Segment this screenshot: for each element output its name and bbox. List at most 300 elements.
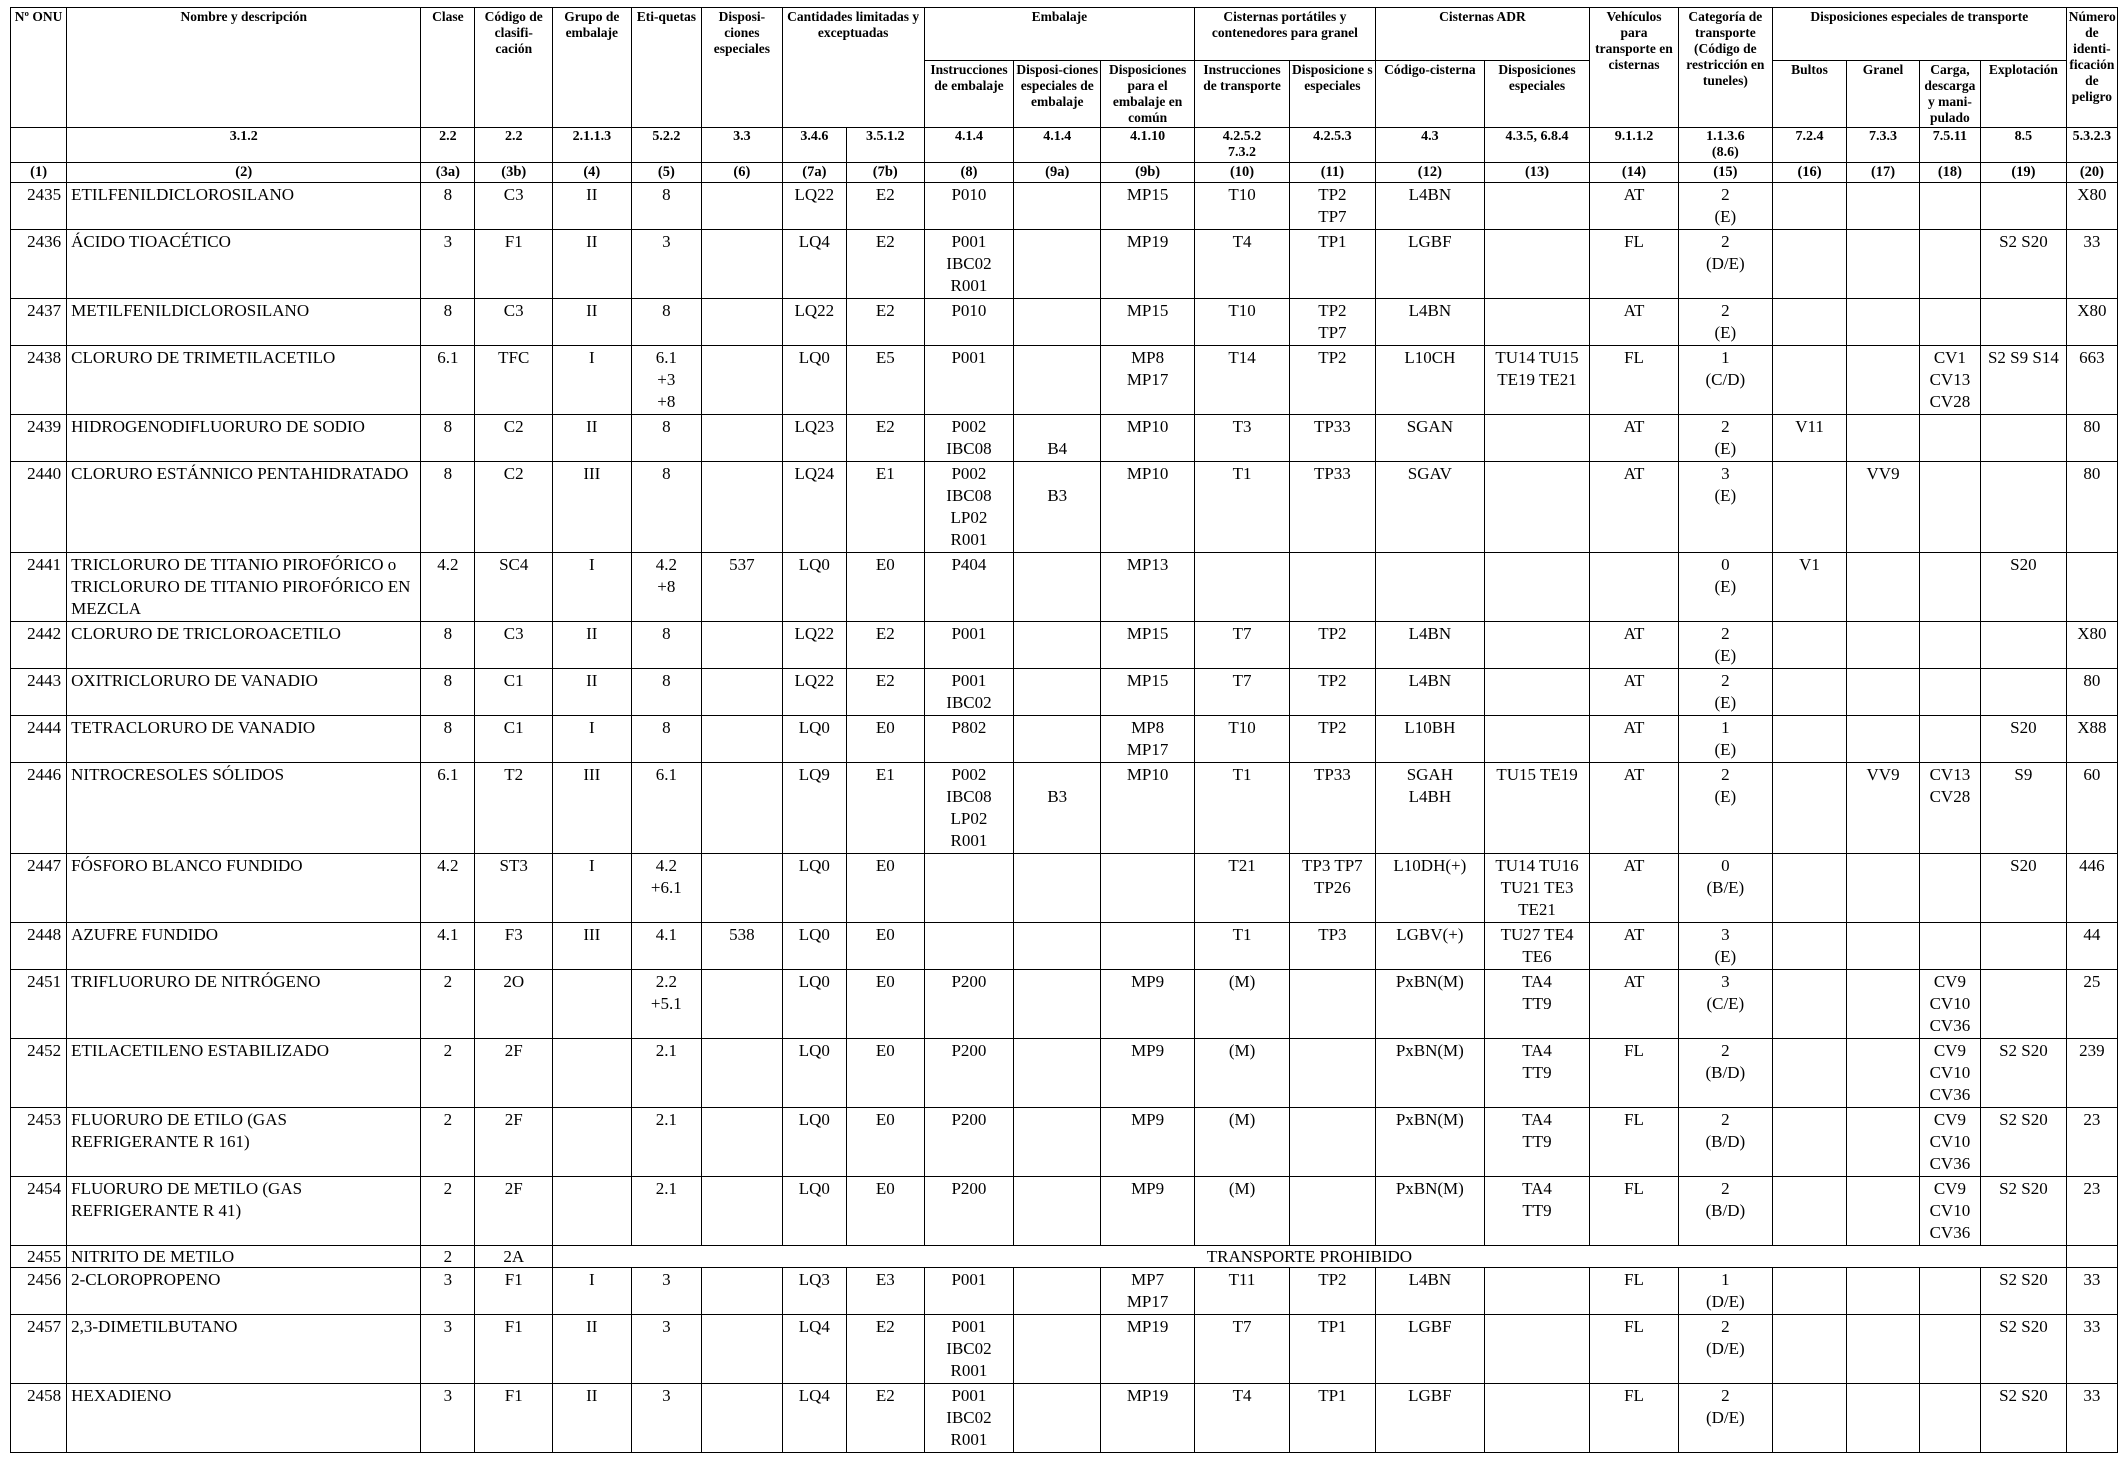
table-cell (1919, 415, 1980, 462)
header-loading: Carga, descarga y mani-pulado (1919, 61, 1980, 128)
table-cell (1195, 553, 1290, 622)
substance-name-cell: 2-CLOROPROPENO (67, 1268, 421, 1315)
table-cell (1919, 622, 1980, 669)
column-number-cell: (16) (1772, 163, 1847, 183)
reference-cell: 5.2.2 (631, 128, 701, 163)
table-cell: S2 S20 (1981, 1268, 2067, 1315)
table-cell: SC4 (475, 553, 553, 622)
table-cell (1014, 669, 1101, 716)
reference-cell: 4.3 (1375, 128, 1484, 163)
table-cell: P002 IBC08 LP02 R001 (924, 462, 1014, 553)
reference-cell: 2.2 (475, 128, 553, 163)
table-cell: AT (1590, 183, 1679, 230)
substance-name-cell: OXITRICLORURO DE VANADIO (67, 669, 421, 716)
table-cell: 0 (E) (1678, 553, 1772, 622)
table-cell: MP9 (1101, 1108, 1195, 1177)
table-cell: 8 (421, 299, 475, 346)
table-cell: LGBF (1375, 1384, 1484, 1453)
table-cell (1919, 1315, 1980, 1384)
table-cell: P001 (924, 1268, 1014, 1315)
column-number-cell: (19) (1981, 163, 2067, 183)
table-cell: MP13 (1101, 553, 1195, 622)
table-cell (1772, 1177, 1847, 1246)
header-transport-category: Categoría de transporte (Código de restricción en tuneles) (1678, 8, 1772, 128)
table-cell (1014, 1315, 1101, 1384)
substance-name-cell: AZUFRE FUNDIDO (67, 923, 421, 970)
table-cell: E2 (846, 230, 924, 299)
table-cell: 8 (631, 716, 701, 763)
table-cell: S2 S20 (1981, 1039, 2067, 1108)
table-cell (1772, 346, 1847, 415)
table-cell (702, 1384, 783, 1453)
table-cell: AT (1590, 669, 1679, 716)
table-cell: 3 (C/E) (1678, 970, 1772, 1039)
header-tank-code: Código-cisterna (1375, 61, 1484, 128)
un-number-cell: 2451 (11, 970, 67, 1039)
table-cell (1375, 553, 1484, 622)
table-cell: 6.1 (631, 763, 701, 854)
table-cell: 2 (B/D) (1678, 1108, 1772, 1177)
table-cell: 2F (475, 1177, 553, 1246)
table-cell (1847, 854, 1919, 923)
table-cell (1919, 923, 1980, 970)
un-number-cell: 2453 (11, 1108, 67, 1177)
table-cell (1772, 716, 1847, 763)
table-cell: E1 (846, 763, 924, 854)
table-cell: AT (1590, 299, 1679, 346)
table-cell: TP33 (1290, 763, 1376, 854)
header-tank-special: Disposicione s especiales (1290, 61, 1376, 128)
table-row (11, 1108, 2118, 1177)
column-number-cell: (18) (1919, 163, 1980, 183)
substance-name-cell: ETILACETILENO ESTABILIZADO (67, 1039, 421, 1108)
table-cell: P001 IBC02 R001 (924, 230, 1014, 299)
table-cell: C2 (475, 462, 553, 553)
substance-name-cell: TRICLORURO DE TITANIO PIROFÓRICO o TRICLORURO DE TITANIO PIROFÓRICO EN MEZCLA (67, 553, 421, 622)
table-cell (702, 763, 783, 854)
table-cell: 1 (C/D) (1678, 346, 1772, 415)
table-cell (1772, 1268, 1847, 1315)
table-cell: MP10 (1101, 763, 1195, 854)
table-cell: CV13 CV28 (1919, 763, 1980, 854)
table-cell: 2A (475, 1246, 553, 1268)
table-cell (1772, 230, 1847, 299)
header-labels: Eti-quetas (631, 8, 701, 128)
table-cell: P200 (924, 1039, 1014, 1108)
table-cell: TP1 (1290, 1315, 1376, 1384)
table-cell: B4 (1014, 415, 1101, 462)
table-cell: F1 (475, 230, 553, 299)
table-cell (1919, 1384, 1980, 1453)
table-cell: PxBN(M) (1375, 1108, 1484, 1177)
table-cell: S2 S20 (1981, 1108, 2067, 1177)
table-cell: III (553, 763, 632, 854)
table-cell: 3 (421, 1268, 475, 1315)
table-cell (1484, 415, 1589, 462)
table-cell: VV9 (1847, 462, 1919, 553)
substance-name-cell: METILFENILDICLOROSILANO (67, 299, 421, 346)
table-cell: 8 (421, 415, 475, 462)
table-cell: 8 (631, 183, 701, 230)
table-cell: 2 (E) (1678, 183, 1772, 230)
table-cell: (M) (1195, 970, 1290, 1039)
table-cell: MP15 (1101, 669, 1195, 716)
table-cell: E0 (846, 923, 924, 970)
table-cell: S20 (1981, 553, 2067, 622)
column-number-cell: (15) (1678, 163, 1772, 183)
un-number-cell: 2443 (11, 669, 67, 716)
table-cell: T1 (1195, 923, 1290, 970)
un-number-cell: 2455 (11, 1246, 67, 1268)
table-cell: T1 (1195, 763, 1290, 854)
table-cell: FL (1590, 1108, 1679, 1177)
un-number-cell: 2441 (11, 553, 67, 622)
table-cell: P200 (924, 970, 1014, 1039)
table-cell: P200 (924, 1108, 1014, 1177)
header-tank-instructions: Instrucciones de transporte (1195, 61, 1290, 128)
table-cell: 2 (E) (1678, 669, 1772, 716)
table-cell (1981, 923, 2067, 970)
table-cell: LQ24 (782, 462, 846, 553)
table-cell: E0 (846, 854, 924, 923)
table-cell (1847, 622, 1919, 669)
un-number-cell: 2457 (11, 1315, 67, 1384)
table-cell (1919, 669, 1980, 716)
table-cell (1919, 716, 1980, 763)
table-cell: T14 (1195, 346, 1290, 415)
table-cell (1847, 669, 1919, 716)
table-cell: CV9 CV10 CV36 (1919, 1108, 1980, 1177)
table-cell: 8 (631, 462, 701, 553)
table-cell: 3 (631, 230, 701, 299)
reference-cell: 9.1.1.2 (1590, 128, 1679, 163)
table-cell (1484, 622, 1589, 669)
header-adr-tank-special: Disposiciones especiales (1484, 61, 1589, 128)
un-number-cell: 2448 (11, 923, 67, 970)
table-cell: 80 (2066, 462, 2117, 553)
table-cell: LQ0 (782, 716, 846, 763)
reference-cell: 7.2.4 (1772, 128, 1847, 163)
table-cell: 23 (2066, 1108, 2117, 1177)
table-cell: 4.2 +6.1 (631, 854, 701, 923)
reference-cell: 5.3.2.3 (2066, 128, 2117, 163)
table-cell: 6.1 (421, 763, 475, 854)
table-cell (1101, 923, 1195, 970)
table-cell (1484, 553, 1589, 622)
table-cell: P010 (924, 183, 1014, 230)
table-cell: F1 (475, 1384, 553, 1453)
table-cell: 2 (E) (1678, 763, 1772, 854)
table-cell: 3 (E) (1678, 462, 1772, 553)
table-cell (1847, 346, 1919, 415)
table-cell: TP2 (1290, 669, 1376, 716)
table-cell: 3 (421, 1315, 475, 1384)
table-cell: T7 (1195, 669, 1290, 716)
table-cell: MP7 MP17 (1101, 1268, 1195, 1315)
table-cell: T10 (1195, 183, 1290, 230)
table-cell (1772, 854, 1847, 923)
table-cell: AT (1590, 415, 1679, 462)
table-cell: TA4 TT9 (1484, 970, 1589, 1039)
table-cell: C3 (475, 299, 553, 346)
table-cell (1484, 183, 1589, 230)
table-cell (702, 854, 783, 923)
header-classification-code: Código de clasifi-cación (475, 8, 553, 128)
header-un-no: Nº ONU (11, 8, 67, 128)
table-cell (702, 230, 783, 299)
table-cell: S2 S20 (1981, 230, 2067, 299)
table-cell: 3 (421, 1384, 475, 1453)
table-cell (1847, 230, 1919, 299)
table-cell: CV9 CV10 CV36 (1919, 970, 1980, 1039)
table-cell (1847, 1039, 1919, 1108)
table-cell: LQ0 (782, 1039, 846, 1108)
table-cell (702, 716, 783, 763)
table-cell (1014, 346, 1101, 415)
table-cell: C1 (475, 669, 553, 716)
table-cell: E0 (846, 1177, 924, 1246)
table-cell: 4.2 +8 (631, 553, 701, 622)
table-cell: CV1 CV13 CV28 (1919, 346, 1980, 415)
table-cell: 8 (631, 622, 701, 669)
table-cell: 33 (2066, 1315, 2117, 1384)
table-cell: (M) (1195, 1108, 1290, 1177)
table-cell: MP10 (1101, 462, 1195, 553)
table-cell: LQ4 (782, 1384, 846, 1453)
header-hazard-id: Número de identi-ficación de peligro (2066, 8, 2117, 128)
table-cell: AT (1590, 462, 1679, 553)
table-cell: P001 IBC02 (924, 669, 1014, 716)
table-cell (1772, 462, 1847, 553)
table-cell: FL (1590, 1315, 1679, 1384)
table-cell: TP1 (1290, 1384, 1376, 1453)
table-cell: 2O (475, 970, 553, 1039)
table-cell (1772, 1384, 1847, 1453)
column-number-cell: (7a) (782, 163, 846, 183)
table-cell: CV9 CV10 CV36 (1919, 1039, 1980, 1108)
table-cell: MP9 (1101, 1039, 1195, 1108)
column-number-cell: (1) (11, 163, 67, 183)
table-cell: SGAN (1375, 415, 1484, 462)
table-cell: PxBN(M) (1375, 970, 1484, 1039)
column-number-cell: (20) (2066, 163, 2117, 183)
un-number-cell: 2439 (11, 415, 67, 462)
table-row (11, 1039, 2118, 1108)
header-operation: Explotación (1981, 61, 2067, 128)
table-cell: C1 (475, 716, 553, 763)
table-cell: X80 (2066, 183, 2117, 230)
table-cell: 4.1 (421, 923, 475, 970)
table-cell: TP2 TP7 (1290, 299, 1376, 346)
table-row (11, 183, 2118, 230)
table-cell: 538 (702, 923, 783, 970)
substance-name-cell: FLUORURO DE METILO (GAS REFRIGERANTE R 41) (67, 1177, 421, 1246)
table-cell (1484, 230, 1589, 299)
table-cell (1014, 553, 1101, 622)
table-cell: LQ22 (782, 183, 846, 230)
table-cell: MP8 MP17 (1101, 346, 1195, 415)
table-cell (1014, 1108, 1101, 1177)
table-cell (702, 1177, 783, 1246)
table-cell: T4 (1195, 1384, 1290, 1453)
table-cell: T7 (1195, 622, 1290, 669)
table-cell: PxBN(M) (1375, 1177, 1484, 1246)
table-cell: FL (1590, 1384, 1679, 1453)
table-cell: AT (1590, 716, 1679, 763)
table-cell (1014, 970, 1101, 1039)
table-row-prohibited (11, 1246, 2118, 1268)
un-number-cell: 2442 (11, 622, 67, 669)
table-cell: 2.1 (631, 1177, 701, 1246)
table-cell (553, 1039, 632, 1108)
table-cell: 8 (421, 183, 475, 230)
table-cell: LQ22 (782, 622, 846, 669)
table-row (11, 230, 2118, 299)
reference-cell (11, 128, 67, 163)
table-cell: AT (1590, 970, 1679, 1039)
table-cell (1290, 1177, 1376, 1246)
table-cell: E2 (846, 299, 924, 346)
reference-cell: 4.3.5, 6.8.4 (1484, 128, 1589, 163)
table-cell (1981, 415, 2067, 462)
table-cell: T10 (1195, 299, 1290, 346)
table-cell (1847, 415, 1919, 462)
table-cell (702, 462, 783, 553)
table-cell: I (553, 553, 632, 622)
header-packing-group: Grupo de embalaje (553, 8, 632, 128)
table-cell (702, 415, 783, 462)
table-cell (1847, 1384, 1919, 1453)
table-cell: LQ4 (782, 230, 846, 299)
table-cell (2066, 553, 2117, 622)
table-cell: P010 (924, 299, 1014, 346)
table-cell: X80 (2066, 622, 2117, 669)
substance-name-cell: CLORURO ESTÁNNICO PENTAHIDRATADO (67, 462, 421, 553)
table-cell (1484, 669, 1589, 716)
table-cell (1101, 854, 1195, 923)
table-cell: MP9 (1101, 970, 1195, 1039)
table-cell (1772, 970, 1847, 1039)
table-cell: 3 (421, 230, 475, 299)
reference-cell: 3.5.1.2 (846, 128, 924, 163)
table-row (11, 299, 2118, 346)
table-cell: 25 (2066, 970, 2117, 1039)
table-row (11, 669, 2118, 716)
column-number-cell: (11) (1290, 163, 1376, 183)
reference-cell: 3.1.2 (67, 128, 421, 163)
table-cell: E0 (846, 716, 924, 763)
table-cell (1014, 716, 1101, 763)
column-number-cell: (6) (702, 163, 783, 183)
substance-name-cell: FLUORURO DE ETILO (GAS REFRIGERANTE R 161) (67, 1108, 421, 1177)
table-cell: 44 (2066, 923, 2117, 970)
table-cell: II (553, 299, 632, 346)
table-cell: 2 (421, 1246, 475, 1268)
table-cell: E0 (846, 970, 924, 1039)
table-cell (1484, 1384, 1589, 1453)
table-cell (924, 923, 1014, 970)
table-cell: E0 (846, 553, 924, 622)
header-mixed-packing: Disposiciones para el embalaje en común (1101, 61, 1195, 128)
table-cell: LQ23 (782, 415, 846, 462)
table-cell (1919, 299, 1980, 346)
table-row (11, 1384, 2118, 1453)
table-cell: P001 IBC02 R001 (924, 1384, 1014, 1453)
header-special-transport: Disposiciones especiales de transporte (1772, 8, 2066, 61)
table-cell: LQ9 (782, 763, 846, 854)
table-cell (1981, 299, 2067, 346)
un-number-cell: 2456 (11, 1268, 67, 1315)
substance-name-cell: TETRACLORURO DE VANADIO (67, 716, 421, 763)
table-cell: MP15 (1101, 183, 1195, 230)
table-cell (1772, 622, 1847, 669)
table-cell: 23 (2066, 1177, 2117, 1246)
table-cell: LGBF (1375, 1315, 1484, 1384)
table-cell: C3 (475, 622, 553, 669)
table-cell: TU27 TE4 TE6 (1484, 923, 1589, 970)
reference-cell: 4.1.4 (1014, 128, 1101, 163)
table-cell: S2 S9 S14 (1981, 346, 2067, 415)
table-cell: 3 (631, 1384, 701, 1453)
table-cell (1014, 1384, 1101, 1453)
table-cell: SGAH L4BH (1375, 763, 1484, 854)
table-cell: E2 (846, 183, 924, 230)
table-cell (702, 183, 783, 230)
table-cell: ST3 (475, 854, 553, 923)
table-cell: 3 (631, 1315, 701, 1384)
table-row (11, 553, 2118, 622)
table-header (11, 8, 2118, 183)
table-row (11, 970, 2118, 1039)
table-cell (1847, 1315, 1919, 1384)
table-cell: 1 (E) (1678, 716, 1772, 763)
table-row (11, 1177, 2118, 1246)
table-cell: 446 (2066, 854, 2117, 923)
table-cell: TP2 (1290, 346, 1376, 415)
table-cell: TP2 (1290, 716, 1376, 763)
table-cell (1484, 716, 1589, 763)
table-cell: 663 (2066, 346, 2117, 415)
table-cell: 2F (475, 1039, 553, 1108)
table-cell: 239 (2066, 1039, 2117, 1108)
column-number-cell: (2) (67, 163, 421, 183)
table-cell: LQ0 (782, 1108, 846, 1177)
table-row (11, 923, 2118, 970)
table-cell: FL (1590, 346, 1679, 415)
column-number-cell: (4) (553, 163, 632, 183)
table-cell (1772, 299, 1847, 346)
table-cell (702, 1108, 783, 1177)
table-cell (702, 669, 783, 716)
table-body (11, 183, 2118, 1453)
column-number-cell: (10) (1195, 163, 1290, 183)
table-cell: L10DH(+) (1375, 854, 1484, 923)
column-number-cell: (9b) (1101, 163, 1195, 183)
table-cell: F1 (475, 1268, 553, 1315)
table-cell: C2 (475, 415, 553, 462)
table-cell: 537 (702, 553, 783, 622)
table-cell: LGBF (1375, 230, 1484, 299)
table-cell (1484, 462, 1589, 553)
table-cell: TP2 TP7 (1290, 183, 1376, 230)
table-cell: TA4 TT9 (1484, 1108, 1589, 1177)
table-cell: S2 S20 (1981, 1177, 2067, 1246)
table-cell (1014, 854, 1101, 923)
table-cell (1484, 1315, 1589, 1384)
table-cell: MP19 (1101, 1315, 1195, 1384)
table-cell: P200 (924, 1177, 1014, 1246)
table-cell: III (553, 462, 632, 553)
